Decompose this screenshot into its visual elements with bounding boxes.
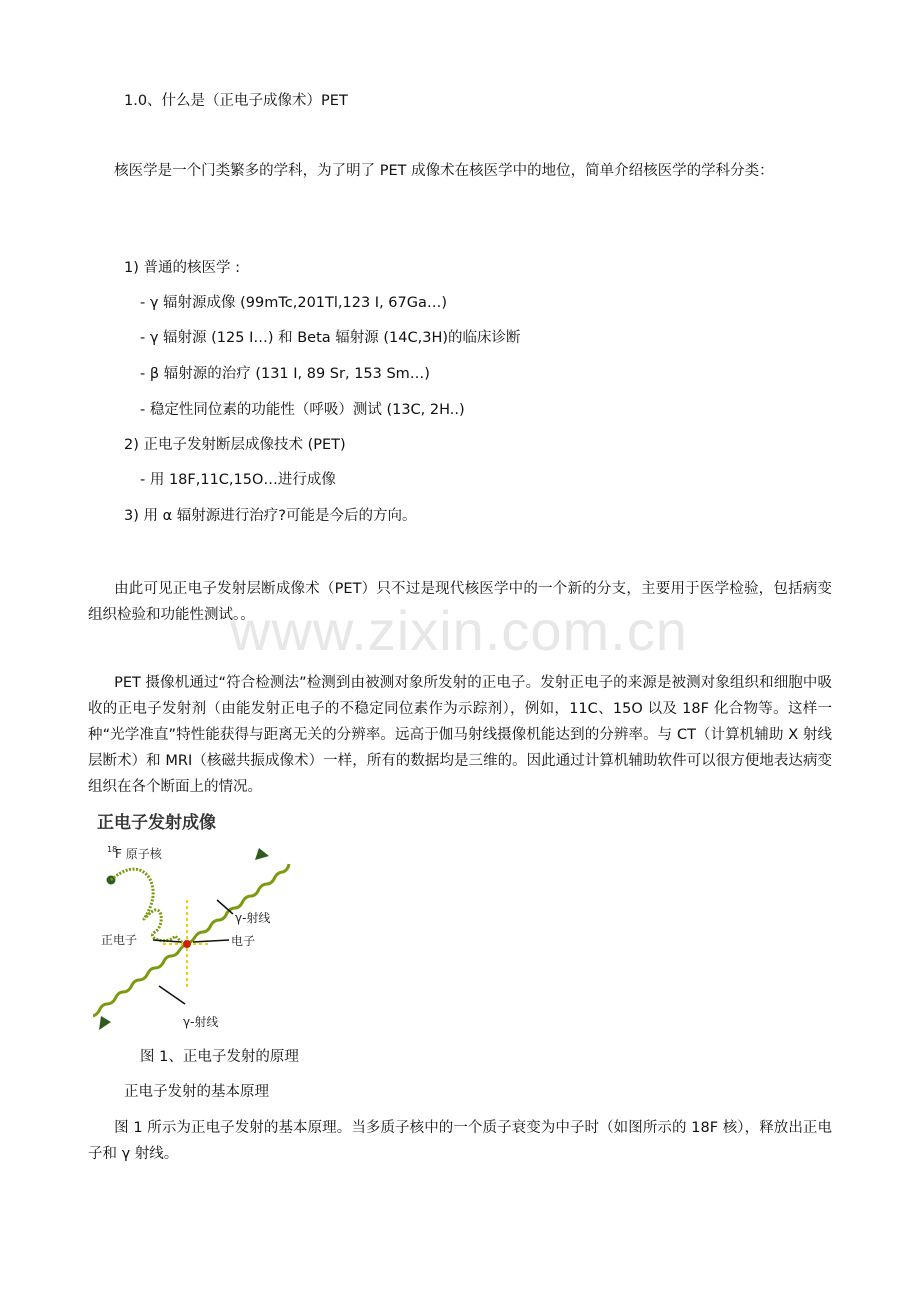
list-subitem: - β 辐射源的治疗 (131 I, 89 Sr, 153 Sm…) (140, 366, 430, 382)
figure-title: 正电子发射成像 (97, 813, 216, 833)
section-heading: 1.0、什么是（正电子成像术）PET (124, 93, 348, 109)
list-subitem: - γ 辐射源 (125 I…) 和 Beta 辐射源 (14C,3H)的临床诊断 (140, 330, 521, 346)
list-item-3: 3) 用 α 辐射源进行治疗?可能是今后的方向。 (124, 508, 417, 524)
gamma-ray-top (187, 864, 289, 944)
gamma-arrowhead-top (255, 848, 269, 860)
figure-illustration (93, 808, 303, 1033)
gamma-bottom-pointer (159, 986, 185, 1004)
figure-caption: 图 1、正电子发射的原理 (140, 1049, 299, 1065)
list-item-2: 2) 正电子发射断层成像技术 (PET) (124, 437, 346, 453)
nucleus-superscript: 18 (107, 845, 118, 854)
gamma-ray-bottom (93, 944, 187, 1024)
branch-paragraph: 由此可见正电子发射层断成像术（PET）只不过是现代核医学中的一个新的分支，主要用于医学检验，包括病变组织检验和功能性测试。。 (88, 581, 832, 623)
list-subitem: - 稳定性同位素的功能性（呼吸）测试 (13C, 2H..) (140, 402, 465, 418)
list-subitem: - γ 辐射源成像 (99mTc,201Tl,123 I, 67Ga…) (140, 295, 448, 311)
camera-paragraph: PET 摄像机通过“符合检测法”检测到由被测对象所发射的正电子。发射正电子的来源是被测对象组织和细胞中吸收的正电子发射剂（由能发射正电子的不稳定同位素作为示踪剂），例如，11C、15O 以及 18F 化合物等。这样一种“光学准直”特性能获得与距离无关的分辨率。远高于伽马射线摄像机能达到的分辨率。与 CT（计算机辅助 X 射线层断术）和 MRI（核磁共振成像术）一样，所有的数据均是三维的。因此通过计算机辅助软件可以很方便地表达病变组织在各个断面上的情况。 (88, 675, 832, 795)
gamma-arrowhead-bottom (99, 1016, 111, 1030)
positron-label: 正电子 (101, 933, 138, 947)
electron-label: 电子 (231, 934, 256, 948)
intro-paragraph: 核医学是一个门类繁多的学科，为了明了 PET 成像术在核医学中的地位，简单介绍核医学的学科分类： (114, 163, 774, 179)
watermark: www.zixin.com.cn (230, 599, 688, 662)
principle-paragraph: 图 1 所示为正电子发射的基本原理。当多质子核中的一个质子衰变为中子时（如图所示的 18F 核），释放出正电子和 γ 射线。 (88, 1120, 832, 1162)
list-subitem: - 用 18F,11C,15O…进行成像 (140, 472, 336, 488)
subheading: 正电子发射的基本原理 (124, 1084, 269, 1100)
gamma-top-label: γ-射线 (235, 911, 271, 925)
positron-pointer (153, 940, 181, 942)
gamma-bottom-label: γ-射线 (183, 1015, 219, 1029)
electron-pointer (193, 940, 229, 942)
list-item-1: 1) 普通的核医学 : (124, 260, 240, 276)
positron-emission-figure (93, 808, 303, 1033)
nucleus-label: F 原子核 (115, 847, 162, 861)
gamma-top-pointer (217, 900, 233, 914)
annihilation-point (183, 940, 191, 948)
